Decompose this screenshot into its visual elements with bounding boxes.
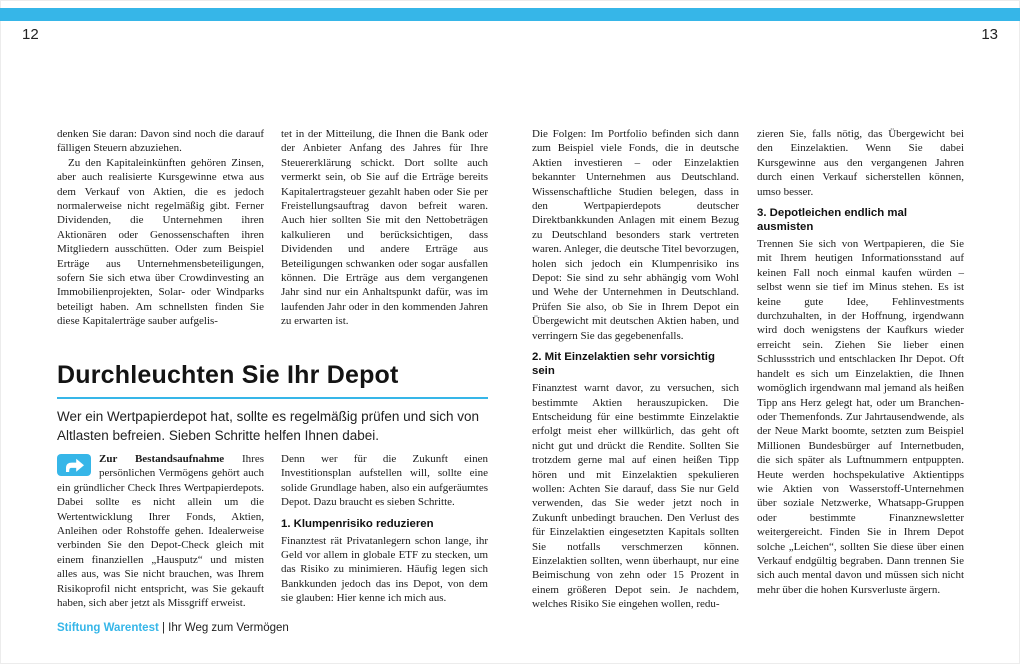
article-standfirst: Wer ein Wertpapierdepot hat, sollte es regelmäßig prüfen und sich von Altlasten befreien. Sieben Schritte helfen Ihnen dabei. [57, 409, 479, 443]
step-2-title: 2. Mit Einzelaktien sehr vorsichtig sein [532, 351, 715, 378]
body-paragraph: Die Folgen: Im Portfolio befinden sich dann zum Beispiel viele Fonds, die in deutsche Aktien investieren – oder Einzelaktien bekannter Unternehmen aus Deutschland. Wissenschaftliche Studien belegen, dass in den Wertpapierdepots deutscher Direktbankkunden Anlagen mit einem Bezug zu Deutschland besonders stark vertreten waren. Anleger, die deutsche Titel bevorzugen, holen sich jedoch ein Klumpenrisiko ins Depot: Sie sind zu sehr abhängig vom Wohl und Wehe der Unternehmen in Deutschland. Prüfen Sie also, ob Sie in Ihrem Depot ein Übergewicht mit deutschen Aktien haben, und verringern Sie das gegebenenfalls. [532, 128, 739, 342]
footer-brand: Stiftung Warentest [57, 622, 159, 634]
body-paragraph: denken Sie daran: Davon sind noch die darauf fälligen Steuern abzuziehen. [57, 128, 264, 155]
intro-text: Ihres persönlichen Vermögens gehört auch ein gründlicher Check Ihres Wertpapierdepots. Dabei sollte es nicht allein um die Wertentwicklung Ihrer Fonds, Aktien, Anleihen oder Rohstoffe gehen. Idealerweise verbinden Sie den Depot-Check gleich mit einem finanziellen „Hausputz“ und misten alles aus, was Sie nicht brauchen, was Ihrem Risikoprofil nicht entspricht, was Sie gekauft haben, sich aber jetzt als Missgriff erweist. [57, 453, 264, 610]
body-paragraph: Denn wer für die Zukunft einen Investitionsplan aufstellen will, sollte eine solide Grundlage haben, also ein aufgeräumtes Depot. Dazu braucht es sieben Schritte. [281, 453, 488, 509]
intro-lead: Zur Bestandsaufnahme [99, 453, 225, 465]
right-column-1 [532, 127, 739, 612]
article-headline: Durchleuchten Sie Ihr Depot [57, 361, 399, 389]
step-1-title: 1. Klumpenrisiko reduzieren [281, 517, 434, 530]
top-accent-bar [0, 8, 1020, 21]
footer [57, 622, 289, 634]
body-paragraph: Trennen Sie sich von Wertpapieren, die Sie mit Ihrem heutigen Informationsstand auf keinen Fall noch einmal kaufen würden – selbst wenn sie tief im Minus stehen. Es ist keine gute Idee, Fehlinvestments durchzuhalten, in der Hoffnung, irgendwann wird doch wenigstens der Kaufkurs wieder erreicht sein. Ziehen Sie lieber einen Schlussstrich und entschlacken Ihr Depot. Oft handelt es sich um Einzelaktien, die Ihnen womöglich irgendwann mal jemand als heißen Tipp ans Herz gelegt hat, oder um Branchen- oder Themenfonds. Zur Jahrtausendwende, als der Neue Markt boomte, setzten zum Beispiel Millionen Bundesbürger auf Internetbuden, die sich später als Luftnummern entpuppten. Heute werden hochspekulative Aktientipps wie Aktien von Wasserstoff-Unternehmen über soziale Netzwerke, Whatsapp-Gruppen oder bestimmte Finanznewsletter weitergereicht. Finden Sie in Ihrem Depot solche „Leichen“, sollten Sie diese über einen Verkauf endgültig begraben. Dann trennen Sie sich auch mental davon und müssen sich nicht mehr über die hohen Kursverluste ärgern. [757, 238, 964, 596]
left-top-column-1 [57, 127, 264, 329]
arrow-chip [57, 454, 91, 476]
page-number-left: 12 [22, 26, 39, 43]
page-number-right: 13 [981, 26, 998, 43]
right-column-2 [757, 127, 964, 597]
body-paragraph: Zu den Kapitaleinkünften gehören Zinsen, aber auch realisierte Kursgewinne etwa aus dem Verkauf von Aktien, die es jedoch normalerweise nicht regelmäßig gibt. Ferner Dividenden, die Unternehmen ihren Aktionären oder Genossenschaften ihren Mitgliedern ausschütten. Oder zum Beispiel Erträge aus Unternehmensbeteiligungen, sofern Sie sich etwa über Crowdinvesting an Immobilienprojekten, Solar- oder Windparks beteiligt haben. Am schnellsten finden Sie diese Kapitalerträge sauber aufgelis- [57, 156, 264, 328]
body-paragraph: Finanztest rät Privatanlegern schon lange, ihr Geld vor allem in globale ETF zu stecken, um das Risiko zu minimieren. Häufig legen sich Bankkunden jedoch das ins Depot, von dem sie glauben: Hier kenne ich mich aus. [281, 534, 488, 605]
footer-title: | Ihr Weg zum Vermögen [162, 622, 289, 634]
body-paragraph: Finanztest warnt davor, zu versuchen, sich bestimmte Aktien herauszupicken. Die Entscheidung für eine bestimmte Einzelaktie erfolgt meist eher willkürlich, das geht oft nicht gut und drückt die Rendite. Sollten Sie trotzdem gerne mal auf einen heißen Tipp hören und mit Einzelaktien spekulieren wollen: Achten Sie darauf, dass Sie nur Geld verwenden, das Sie weder jetzt noch in Zukunft unbedingt brauchen. Den Verlust des für Einzelaktien eingesetzten Kapitals sollten Sie notfalls verschmerzen können. Einzelaktien sollten, wenn überhaupt, nur eine Beimischung von zehn oder 15 Prozent in einem größeren Depot sein. Je nachdem, welches Risiko Sie eingehen wollen, redu- [532, 382, 739, 611]
left-bottom-column-2 [281, 452, 488, 606]
body-paragraph: zieren Sie, falls nötig, das Übergewicht bei den Einzelaktien. Wenn Sie dabei Kursgewinne aus den vergangenen Jahren durch einen Verkauf sicherstellen können, umso besser. [757, 128, 964, 198]
arrow-right-icon [63, 458, 85, 473]
body-paragraph: tet in der Mitteilung, die Ihnen die Bank oder der Anbieter Anfang des Jahres für Ihre Steuererklärung schickt. Dort sollte auch vermerkt sein, ob Sie auf die Erträge bereits Kapitalertragsteuer gezahlt haben oder Sie per Freistellungsauftrag davon befreit waren. Auch hier sollten Sie mit den Nettobeträgen kalkulieren und berücksichtigen, dass Dividenden und andere Erträge aus Beteiligungen schwanken oder sogar ausfallen können. Die Erträge aus dem vergangenen Jahr sind nur ein Anhaltspunkt dafür, was im laufenden Jahr oder in den kommenden Jahren zu erwarten ist. [281, 128, 488, 328]
left-bottom-column-1 [57, 452, 264, 610]
left-top-column-2 [281, 127, 488, 329]
headline-rule [57, 397, 488, 399]
step-3-title: 3. Depotleichen endlich mal ausmisten [757, 207, 908, 234]
